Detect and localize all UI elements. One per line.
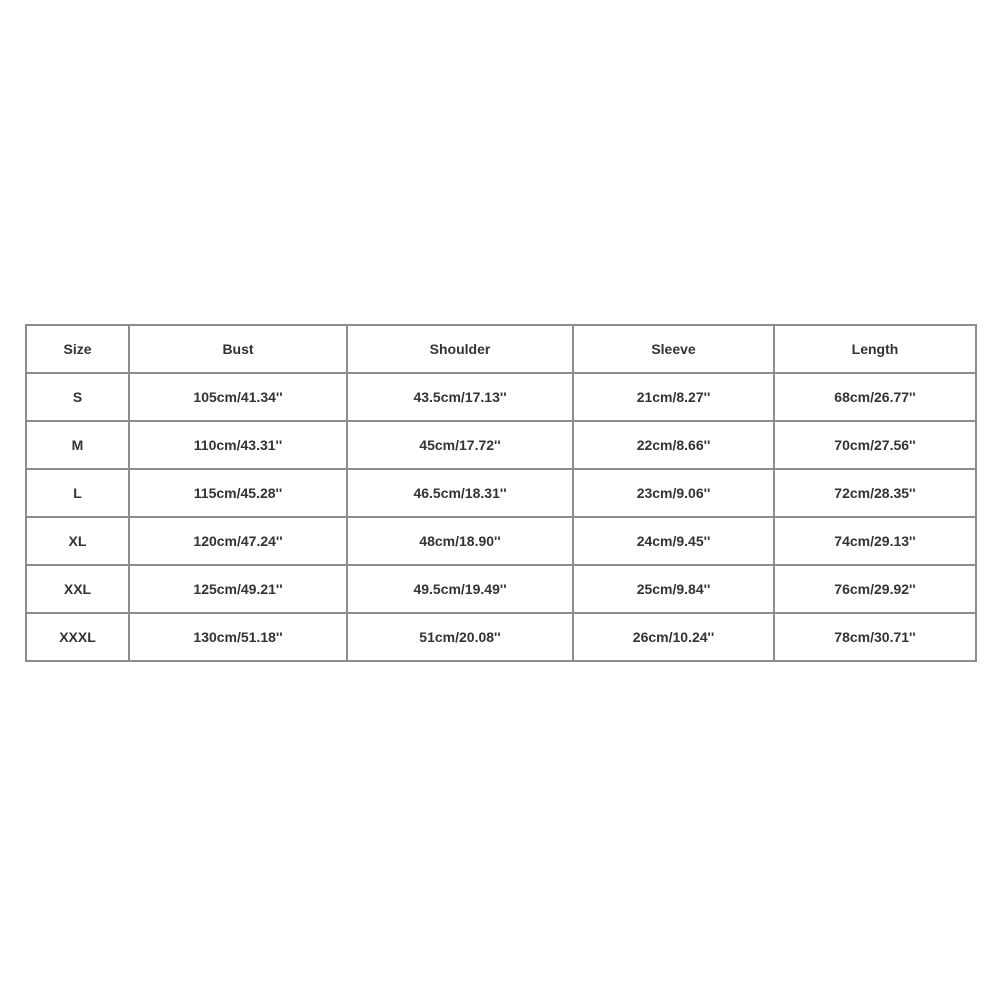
cell-length: 68cm/26.77'' [774,373,976,421]
table-row [26,613,976,661]
cell-bust: 120cm/47.24'' [129,517,347,565]
cell-bust: 125cm/49.21'' [129,565,347,613]
cell-shoulder: 43.5cm/17.13'' [347,373,573,421]
cell-length: 78cm/30.71'' [774,613,976,661]
cell-size: XXXL [26,613,129,661]
cell-sleeve: 21cm/8.27'' [573,373,774,421]
header-size: Size [26,325,129,373]
cell-length: 70cm/27.56'' [774,421,976,469]
cell-shoulder: 49.5cm/19.49'' [347,565,573,613]
header-sleeve: Sleeve [573,325,774,373]
cell-sleeve: 22cm/8.66'' [573,421,774,469]
cell-size: M [26,421,129,469]
cell-shoulder: 51cm/20.08'' [347,613,573,661]
table-row [26,565,976,613]
cell-length: 74cm/29.13'' [774,517,976,565]
cell-size: L [26,469,129,517]
header-length: Length [774,325,976,373]
cell-bust: 110cm/43.31'' [129,421,347,469]
cell-size: XL [26,517,129,565]
table-row [26,421,976,469]
cell-bust: 115cm/45.28'' [129,469,347,517]
cell-size: XXL [26,565,129,613]
table-row [26,373,976,421]
cell-sleeve: 26cm/10.24'' [573,613,774,661]
cell-bust: 130cm/51.18'' [129,613,347,661]
cell-length: 72cm/28.35'' [774,469,976,517]
cell-shoulder: 45cm/17.72'' [347,421,573,469]
table-row [26,517,976,565]
header-row [26,325,976,373]
header-bust: Bust [129,325,347,373]
header-shoulder: Shoulder [347,325,573,373]
cell-bust: 105cm/41.34'' [129,373,347,421]
cell-size: S [26,373,129,421]
cell-shoulder: 48cm/18.90'' [347,517,573,565]
cell-sleeve: 23cm/9.06'' [573,469,774,517]
table-row [26,469,976,517]
size-chart-table [25,324,977,662]
cell-shoulder: 46.5cm/18.31'' [347,469,573,517]
cell-length: 76cm/29.92'' [774,565,976,613]
cell-sleeve: 24cm/9.45'' [573,517,774,565]
cell-sleeve: 25cm/9.84'' [573,565,774,613]
